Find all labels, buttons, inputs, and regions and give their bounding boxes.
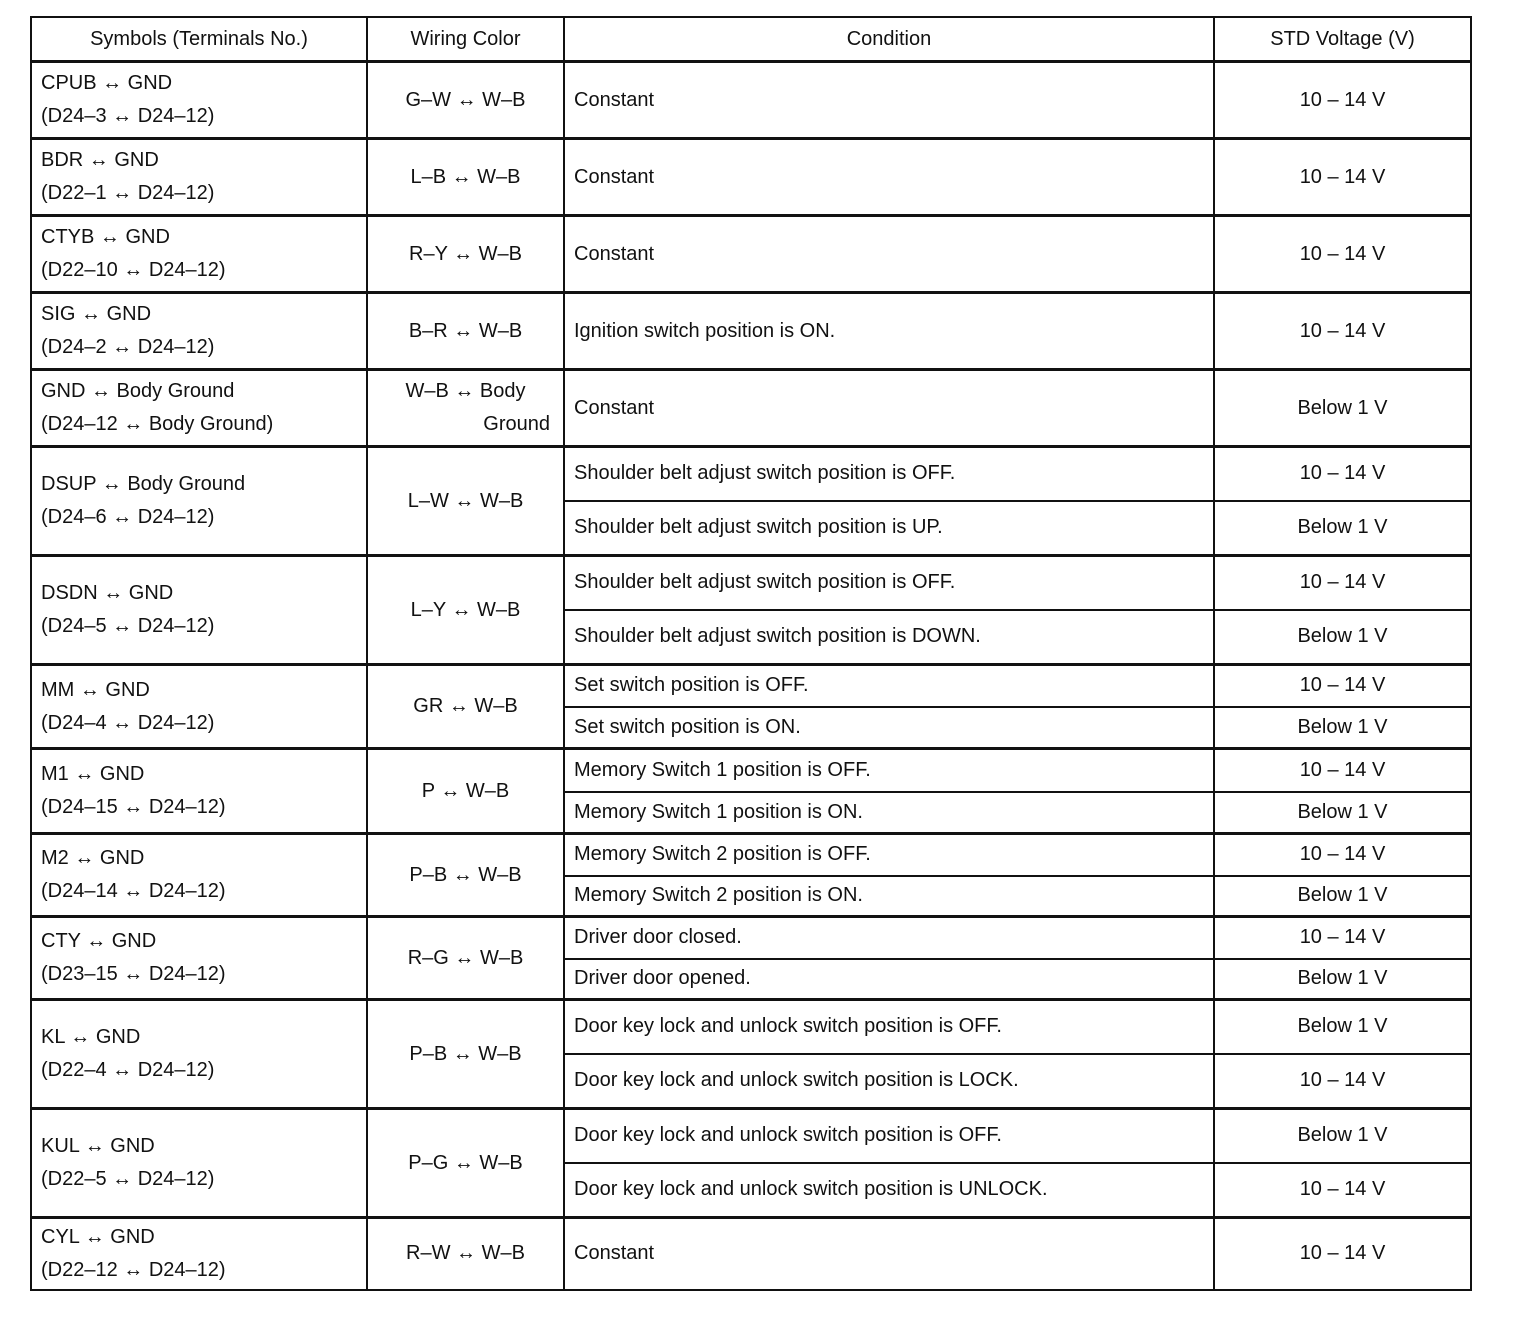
wiring-color-cell — [367, 834, 564, 917]
condition-cell: Memory Switch 1 position is ON. — [564, 792, 1214, 834]
std-voltage-cell: Below 1 V — [1214, 792, 1471, 834]
symbol-name: CTY ↔ GND — [41, 930, 157, 952]
wiring-color-text: P ↔ W–B — [421, 779, 510, 802]
condition-cell: Constant — [564, 139, 1214, 216]
symbol-cell — [31, 1218, 367, 1290]
terminal-numbers: (D24–3 ↔ D24–12) — [41, 105, 215, 127]
wiring-color-cell — [367, 665, 564, 749]
condition-cell: Door key lock and unlock switch position is OFF. — [564, 1000, 1214, 1054]
terminal-numbers: (D24–14 ↔ D24–12) — [41, 880, 226, 902]
condition-cell: Memory Switch 2 position is ON. — [564, 876, 1214, 917]
condition-cell: Constant — [564, 1218, 1214, 1290]
condition-cell: Shoulder belt adjust switch position is UP. — [564, 501, 1214, 556]
symbol-cell — [31, 1109, 367, 1218]
symbol-name: DSDN ↔ GND — [41, 582, 174, 604]
std-voltage-cell: 10 – 14 V — [1214, 665, 1471, 707]
std-voltage-cell: Below 1 V — [1214, 1109, 1471, 1163]
std-voltage-cell: 10 – 14 V — [1214, 1218, 1471, 1290]
wiring-color-cell — [367, 1109, 564, 1218]
std-voltage-cell: 10 – 14 V — [1214, 447, 1471, 501]
std-voltage-cell: 10 – 14 V — [1214, 834, 1471, 876]
std-voltage-cell: Below 1 V — [1214, 707, 1471, 749]
condition-cell: Driver door opened. — [564, 959, 1214, 1000]
wiring-color-text: P–B ↔ W–B — [409, 863, 522, 886]
terminal-voltage-table — [30, 16, 1472, 1291]
symbol-cell — [31, 216, 367, 293]
condition-cell: Shoulder belt adjust switch position is OFF. — [564, 556, 1214, 610]
symbol-cell — [31, 447, 367, 556]
condition-cell: Set switch position is ON. — [564, 707, 1214, 749]
wiring-color-text: Ground — [483, 413, 550, 435]
symbol-cell — [31, 556, 367, 665]
terminal-numbers: (D24–6 ↔ D24–12) — [41, 506, 215, 528]
std-voltage-cell: 10 – 14 V — [1214, 917, 1471, 959]
symbol-name: CPUB ↔ GND — [41, 72, 173, 94]
header-std-voltage: STD Voltage (V) — [1214, 17, 1471, 62]
symbol-name: M2 ↔ GND — [41, 847, 145, 869]
symbol-name: CTYB ↔ GND — [41, 226, 170, 248]
wiring-color-cell — [367, 749, 564, 834]
symbol-cell — [31, 917, 367, 1000]
table-row — [31, 216, 1471, 293]
std-voltage-cell: 10 – 14 V — [1214, 216, 1471, 293]
condition-cell: Memory Switch 2 position is OFF. — [564, 834, 1214, 876]
terminal-numbers: (D22–5 ↔ D24–12) — [41, 1168, 215, 1190]
std-voltage-cell: Below 1 V — [1214, 1000, 1471, 1054]
wiring-color-text: W–B ↔ Body — [405, 380, 526, 402]
condition-cell: Constant — [564, 370, 1214, 447]
table-row — [31, 62, 1471, 139]
wiring-color-text: R–W ↔ W–B — [406, 1242, 525, 1265]
condition-cell: Door key lock and unlock switch position is OFF. — [564, 1109, 1214, 1163]
std-voltage-cell: 10 – 14 V — [1214, 556, 1471, 610]
terminal-numbers: (D24–5 ↔ D24–12) — [41, 615, 215, 637]
table-row — [31, 917, 1471, 959]
std-voltage-cell: 10 – 14 V — [1214, 749, 1471, 792]
wiring-color-cell — [367, 139, 564, 216]
header-condition: Condition — [564, 17, 1214, 62]
wiring-color-text: R–G ↔ W–B — [407, 946, 524, 969]
symbol-name: CYL ↔ GND — [41, 1225, 155, 1248]
wiring-color-text: G–W ↔ W–B — [405, 88, 526, 111]
symbol-name: M1 ↔ GND — [41, 763, 145, 785]
header-symbols: Symbols (Terminals No.) — [31, 17, 367, 62]
condition-cell: Driver door closed. — [564, 917, 1214, 959]
wiring-color-cell — [367, 447, 564, 556]
terminal-numbers: (D24–4 ↔ D24–12) — [41, 711, 215, 734]
std-voltage-cell: Below 1 V — [1214, 370, 1471, 447]
symbol-name: KL ↔ GND — [41, 1026, 141, 1048]
symbol-name: KUL ↔ GND — [41, 1135, 155, 1157]
condition-cell: Memory Switch 1 position is OFF. — [564, 749, 1214, 792]
symbol-cell — [31, 749, 367, 834]
wiring-color-text: B–R ↔ W–B — [408, 319, 523, 342]
table-body — [31, 62, 1471, 1290]
wiring-color-cell — [367, 1000, 564, 1109]
std-voltage-cell: 10 – 14 V — [1214, 1054, 1471, 1109]
symbol-cell — [31, 62, 367, 139]
terminal-numbers: (D22–12 ↔ D24–12) — [41, 1258, 226, 1281]
terminal-numbers: (D23–15 ↔ D24–12) — [41, 963, 226, 985]
table-header-row — [31, 17, 1471, 62]
symbol-cell — [31, 370, 367, 447]
symbol-name: DSUP ↔ Body Ground — [41, 473, 246, 495]
symbol-name: SIG ↔ GND — [41, 303, 152, 325]
condition-cell: Shoulder belt adjust switch position is DOWN. — [564, 610, 1214, 665]
condition-cell: Ignition switch position is ON. — [564, 293, 1214, 370]
std-voltage-cell: 10 – 14 V — [1214, 293, 1471, 370]
wiring-color-cell — [367, 917, 564, 1000]
wiring-color-cell — [367, 1218, 564, 1290]
wiring-color-cell — [367, 556, 564, 665]
symbol-name: MM ↔ GND — [41, 678, 150, 701]
terminal-numbers: (D24–12 ↔ Body Ground) — [41, 413, 274, 435]
terminal-numbers: (D22–1 ↔ D24–12) — [41, 182, 215, 204]
table-row — [31, 1109, 1471, 1163]
terminal-numbers: (D22–10 ↔ D24–12) — [41, 259, 226, 281]
symbol-cell — [31, 1000, 367, 1109]
wiring-color-cell — [367, 216, 564, 293]
symbol-cell — [31, 293, 367, 370]
symbol-cell — [31, 139, 367, 216]
table-row — [31, 834, 1471, 876]
table-row — [31, 370, 1471, 447]
table-row — [31, 1000, 1471, 1054]
wiring-color-cell — [367, 293, 564, 370]
wiring-color-text: L–B ↔ W–B — [410, 165, 521, 188]
wiring-color-text: P–B ↔ W–B — [409, 1042, 522, 1065]
symbol-cell — [31, 665, 367, 749]
condition-cell: Shoulder belt adjust switch position is OFF. — [564, 447, 1214, 501]
std-voltage-cell: Below 1 V — [1214, 876, 1471, 917]
condition-cell: Constant — [564, 216, 1214, 293]
wiring-color-cell — [367, 62, 564, 139]
wiring-color-text: P–G ↔ W–B — [408, 1151, 523, 1174]
terminal-numbers: (D22–4 ↔ D24–12) — [41, 1059, 215, 1081]
wiring-color-text: L–Y ↔ W–B — [410, 598, 521, 621]
terminal-numbers: (D24–2 ↔ D24–12) — [41, 336, 215, 358]
table-row — [31, 293, 1471, 370]
std-voltage-cell: Below 1 V — [1214, 959, 1471, 1000]
wiring-color-text: R–Y ↔ W–B — [409, 242, 522, 265]
table-row — [31, 139, 1471, 216]
std-voltage-cell: Below 1 V — [1214, 501, 1471, 556]
std-voltage-cell: 10 – 14 V — [1214, 62, 1471, 139]
std-voltage-cell: Below 1 V — [1214, 610, 1471, 665]
table-row — [31, 665, 1471, 707]
condition-cell: Set switch position is OFF. — [564, 665, 1214, 707]
table-row — [31, 556, 1471, 610]
symbol-cell — [31, 834, 367, 917]
table-row — [31, 749, 1471, 792]
terminal-numbers: (D24–15 ↔ D24–12) — [41, 796, 226, 818]
symbol-name: GND ↔ Body Ground — [41, 380, 235, 402]
header-wiring-color: Wiring Color — [367, 17, 564, 62]
condition-cell: Door key lock and unlock switch position is LOCK. — [564, 1054, 1214, 1109]
std-voltage-cell: 10 – 14 V — [1214, 139, 1471, 216]
symbol-name: BDR ↔ GND — [41, 149, 159, 171]
std-voltage-cell: 10 – 14 V — [1214, 1163, 1471, 1218]
table-row — [31, 1218, 1471, 1290]
condition-cell: Constant — [564, 62, 1214, 139]
wiring-color-text: GR ↔ W–B — [413, 695, 518, 717]
wiring-color-cell — [367, 370, 564, 447]
table-row — [31, 447, 1471, 501]
condition-cell: Door key lock and unlock switch position is UNLOCK. — [564, 1163, 1214, 1218]
wiring-color-text: L–W ↔ W–B — [407, 489, 524, 512]
